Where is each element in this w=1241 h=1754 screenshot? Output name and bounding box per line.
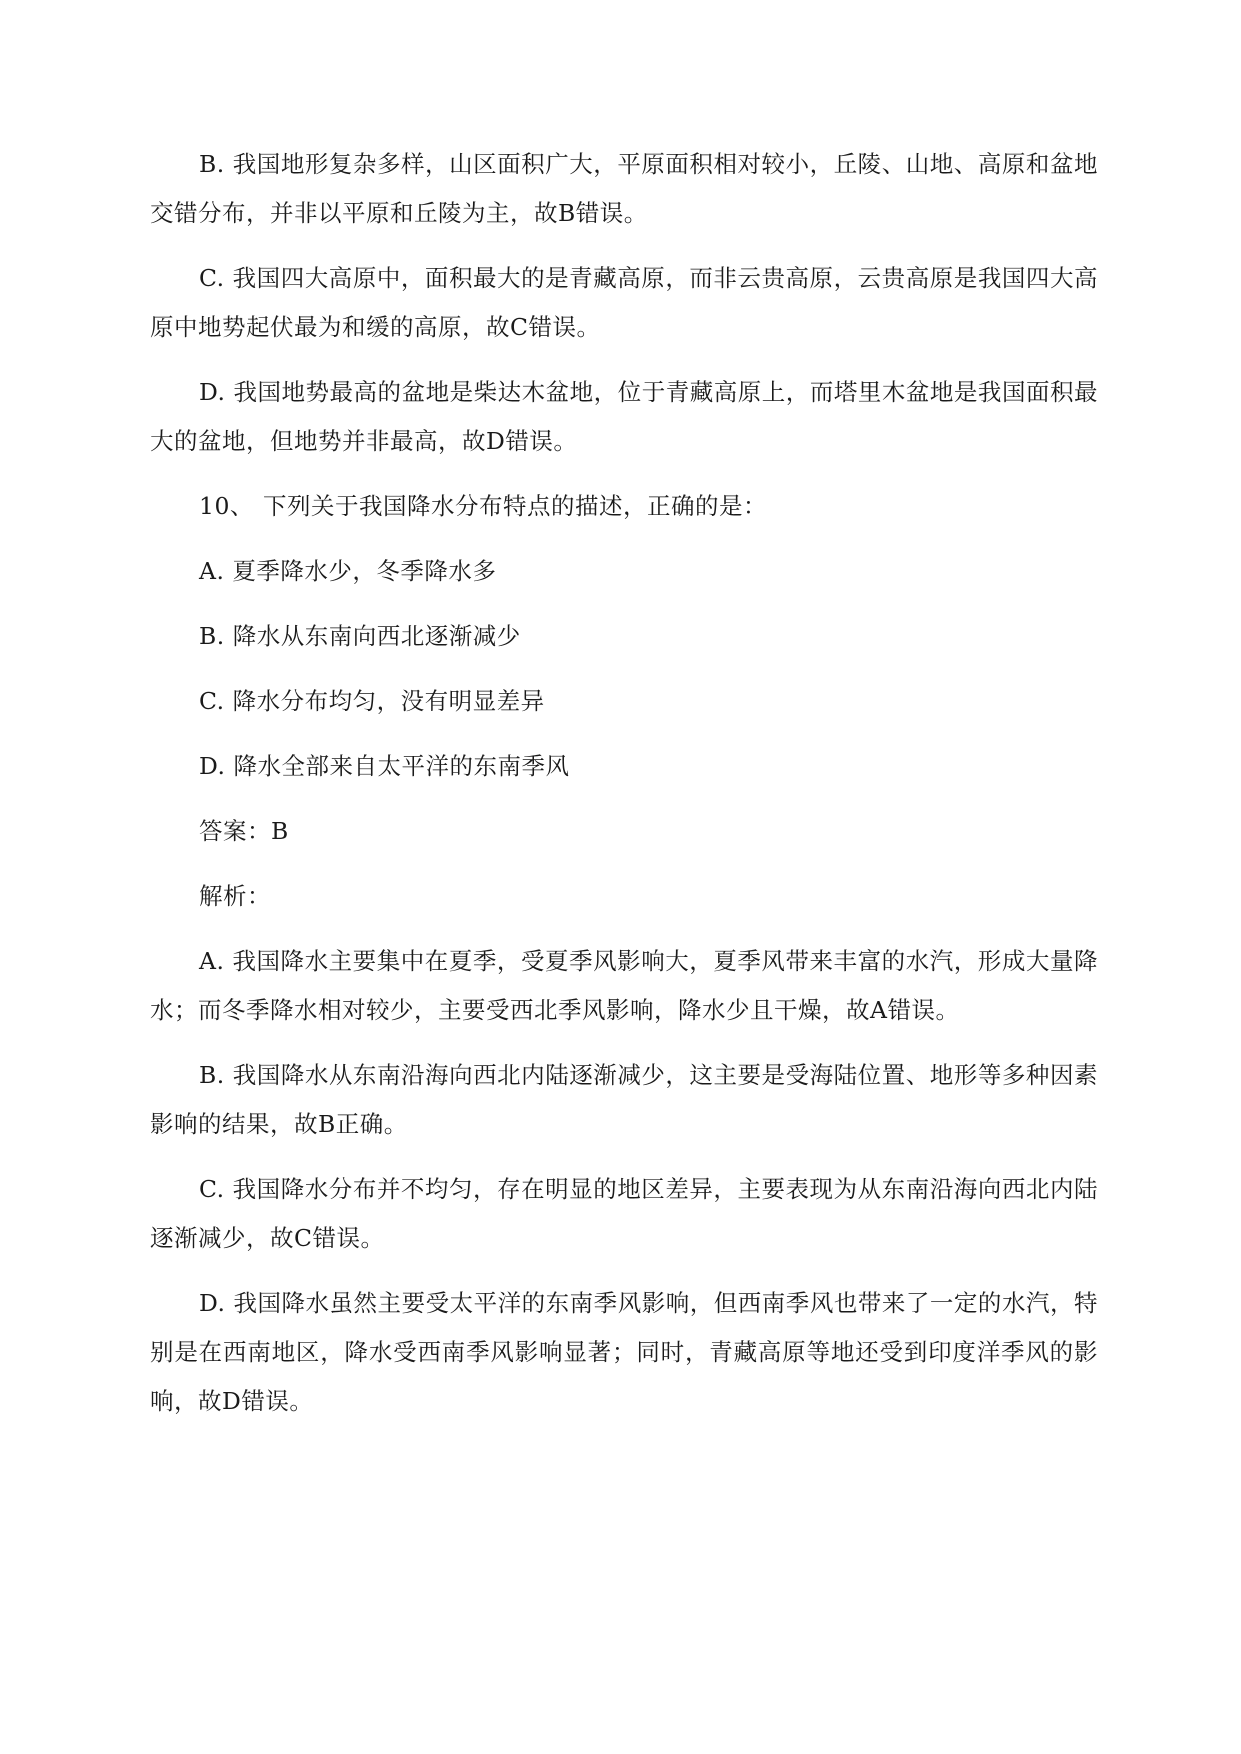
question-stem-line bbox=[150, 482, 1098, 531]
prev-analysis-b: B. 我国地形复杂多样，山区面积广大，平原面积相对较小，丘陵、山地、高原和盆地交错分布，并非以平原和丘陵为主，故B错误。 bbox=[150, 150, 1098, 227]
question-number: 10、 bbox=[199, 492, 254, 520]
option-c: C. 降水分布均匀，没有明显差异 bbox=[199, 687, 545, 715]
document-body bbox=[150, 140, 1098, 1442]
prev-analysis-c: C. 我国四大高原中，面积最大的是青藏高原，而非云贵高原，云贵高原是我国四大高原中地势起伏最为和缓的高原，故C错误。 bbox=[150, 264, 1098, 341]
analysis-label: 解析： bbox=[199, 882, 271, 910]
option-d: D. 降水全部来自太平洋的东南季风 bbox=[199, 752, 570, 780]
option-a: A. 夏季降水少，冬季降水多 bbox=[199, 557, 497, 585]
analysis-c: C. 我国降水分布并不均匀，存在明显的地区差异，主要表现为从东南沿海向西北内陆逐渐减少，故C错误。 bbox=[150, 1175, 1098, 1252]
prev-analysis-d: D. 我国地势最高的盆地是柴达木盆地，位于青藏高原上，而塔里木盆地是我国面积最大的盆地，但地势并非最高，故D错误。 bbox=[150, 378, 1098, 455]
analysis-b: B. 我国降水从东南沿海向西北内陆逐渐减少，这主要是受海陆位置、地形等多种因素影响的结果，故B正确。 bbox=[150, 1061, 1098, 1138]
answer: 答案：B bbox=[199, 817, 289, 845]
analysis-a: A. 我国降水主要集中在夏季，受夏季风影响大，夏季风带来丰富的水汽，形成大量降水；而冬季降水相对较少，主要受西北季风影响，降水少且干燥，故A错误。 bbox=[150, 947, 1098, 1024]
question-stem: 下列关于我国降水分布特点的描述，正确的是： bbox=[263, 492, 767, 520]
analysis-d: D. 我国降水虽然主要受太平洋的东南季风影响，但西南季风也带来了一定的水汽，特别是在西南地区，降水受西南季风影响显著；同时，青藏高原等地还受到印度洋季风的影响，故D错误。 bbox=[150, 1289, 1098, 1415]
option-b: B. 降水从东南向西北逐渐减少 bbox=[199, 622, 521, 650]
